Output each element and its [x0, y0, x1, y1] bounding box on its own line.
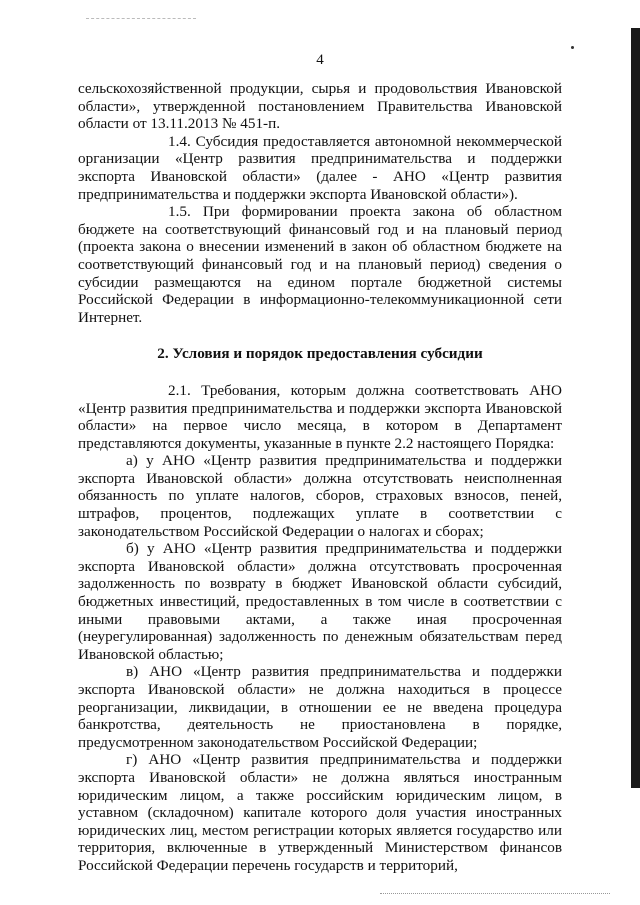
paragraph-continuation: сельскохозяйственной продукции, сырья и продовольствия Ивановской области», утвержденной постановлением Правительства Ивановской области от 13.11.2013 № 451-п.	[78, 80, 562, 133]
scan-artifact-bottom-line	[380, 893, 610, 895]
paragraph-1-4: 1.4. Субсидия предоставляется автономной некоммерческой организации «Центр развития предпринимательства и поддержки экспорта Ивановской области» (далее - АНО «Центр развития предпринимательства и поддержки экспорта Ивановской области»).	[78, 132, 562, 203]
scan-artifact-dots	[86, 18, 196, 21]
scan-artifact-speck	[571, 46, 574, 49]
paragraph-1-5: 1.5. При формировании проекта закона об областном бюджете на соответствующий финансовый год и на плановый период (проекта закона о внесении изменений в закон об областном бюджете на соответствующий финансовый год и на плановый период) сведения о субсидии размещаются на едином портале бюджетной системы Российской Федерации в информационно-телекоммуникационной сети Интернет.	[78, 203, 562, 326]
paragraph-2-1: 2.1. Требования, которым должна соответствовать АНО «Центр развития предпринимательства и поддержки экспорта Ивановской области» на первое число месяца, в котором в Департамент представляются документы, указанные в пункте 2.2 настоящего Порядка:	[78, 381, 562, 452]
page-number: 4	[316, 52, 324, 68]
section-heading: 2. Условия и порядок предоставления субсидии	[157, 345, 483, 363]
document-body	[78, 80, 562, 875]
item-g: г) АНО «Центр развития предпринимательства и поддержки экспорта Ивановской области» не должна являться иностранным юридическим лицом, а также российским юридическим лицом, в уставном (складочном) капитале которого доля участия иностранных юридических лиц, местом регистрации которых является государство или территория, включенные в утвержденный Министерством финансов Российской Федерации перечень государств и территорий,	[78, 751, 562, 874]
item-b: б) у АНО «Центр развития предпринимательства и поддержки экспорта Ивановской области» должна отсутствовать просроченная задолженность по возврату в бюджет Ивановской области субсидий, бюджетных инвестиций, предоставленных в том числе в соответствии с иными правовыми актами, а также иная просроченная (неурегулированная) задолженность по денежным обязательствам перед Ивановской областью;	[78, 540, 562, 663]
item-v: в) АНО «Центр развития предпринимательства и поддержки экспорта Ивановской области» не должна находиться в процессе реорганизации, ликвидации, в отношении ее не введена процедура банкротства, деятельность не приостановлена в порядке, предусмотренном законодательством Российской Федерации;	[78, 663, 562, 751]
scan-edge-shadow	[631, 28, 640, 788]
item-a: а) у АНО «Центр развития предпринимательства и поддержки экспорта Ивановской области» должна отсутствовать неисполненная обязанность по уплате налогов, сборов, страховых взносов, пеней, штрафов, процентов, подлежащих уплате в соответствии с законодательством Российской Федерации о налогах и сборах;	[78, 452, 562, 540]
